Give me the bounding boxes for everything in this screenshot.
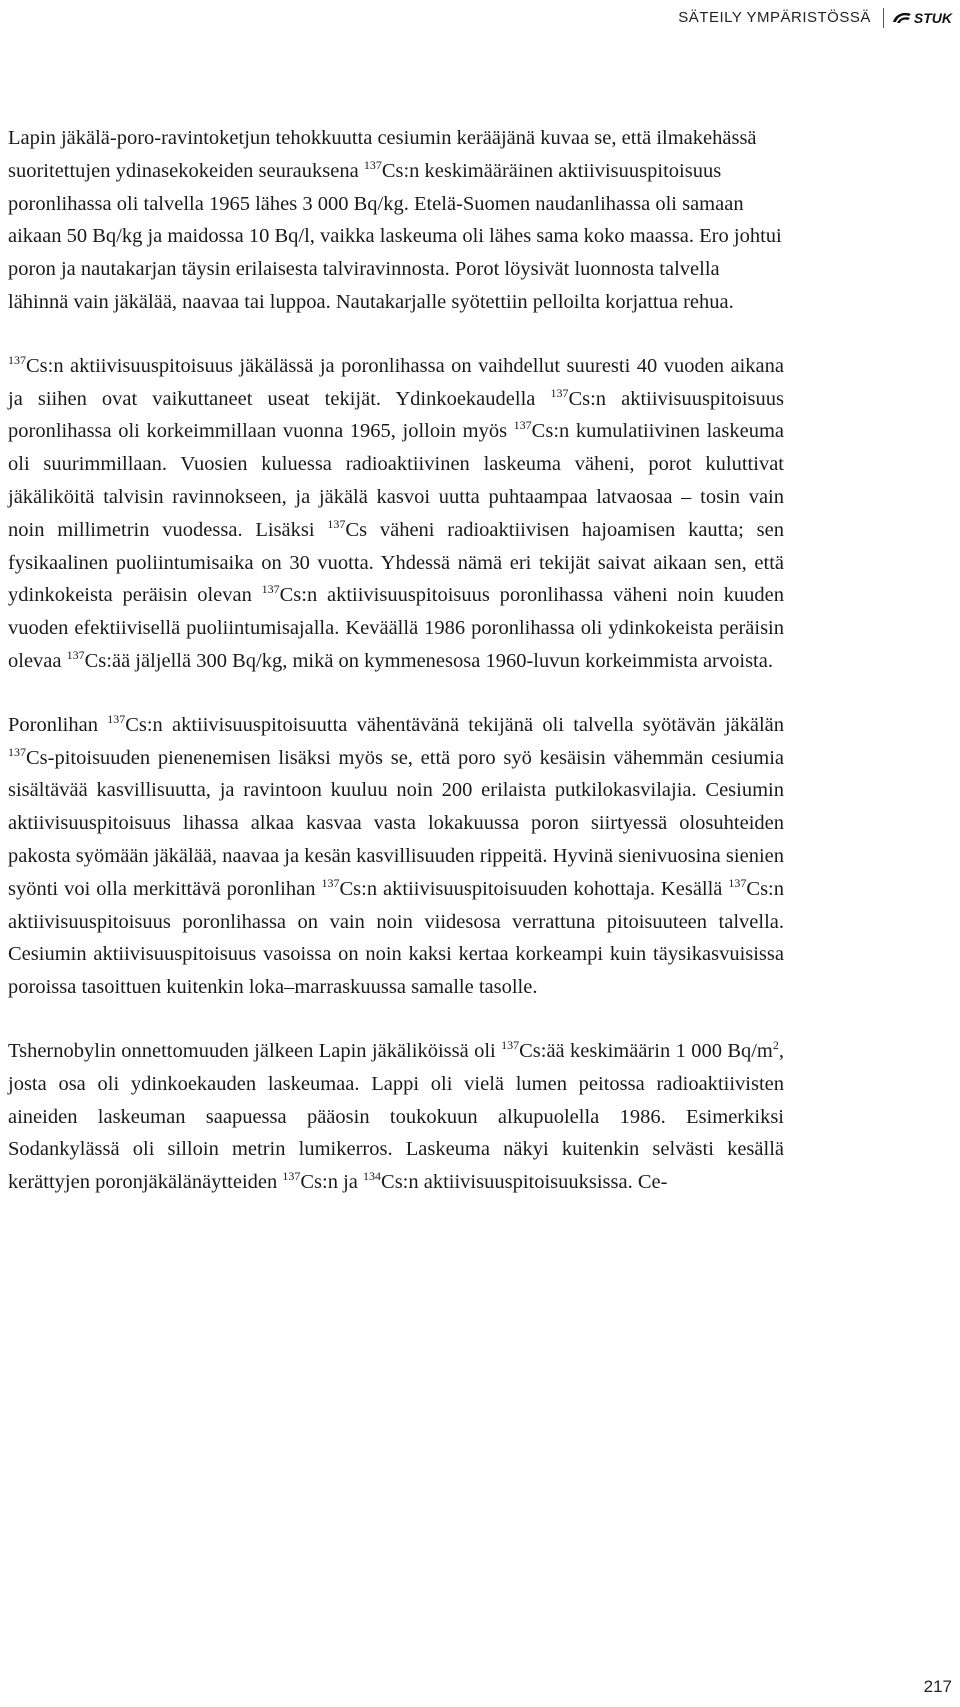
isotope-superscript: 137 — [327, 516, 346, 531]
isotope-superscript: 137 — [66, 647, 85, 662]
page-number: 217 — [923, 1677, 952, 1696]
text-run: Cs:ää jäljellä 300 Bq/kg, mikä on kymmenesosa 1960-luvun korkeimmista arvoista. — [84, 649, 773, 672]
text-run: , josta osa oli ydinkoekauden laskeumaa. Lappi oli vielä lumen peitossa radioaktiivisten aineiden laskeuman saapuessa pääosin toukokuun alkupuolella 1986. Esimerkiksi Sodankylässä oli silloin metrin lumikerros. Laskeuma näkyi kuitenkin selvästi kesällä kerättyjen poronjäkälänäytteiden — [8, 1039, 785, 1194]
paragraph-1 — [8, 122, 784, 319]
isotope-superscript: 137 — [8, 352, 26, 367]
text-run: Cs:ää keskimäärin 1 000 Bq/m — [519, 1039, 773, 1062]
isotope-superscript: 137 — [107, 711, 126, 726]
text-run: Cs:n kumulatiivinen laskeuma oli suurimmillaan. Vuosien kuluessa radioaktiivinen laskeuma väheni, porot kuluttivat jäkäliköitä talvisin ravinnokseen, ja jäkälä kasvoi uutta puhtaampaa latvaosaa – tosin vain noin millimetrin vuodessa. Lisäksi — [8, 420, 784, 541]
text-run: Cs:n aktiivisuuspitoisuus poronlihassa on vain noin viidesosa verrattuna pitoisuuteen talvella. Cesiumin aktiivisuuspitoisuus vasoissa on noin kaksi kertaa korkeampi kuin täysikasvuisissa poroissa tasoittuen kuitenkin loka–marraskuussa samalle tasolle. — [8, 877, 784, 999]
text-run: Cs:n aktiivisuuspitoisuuden kohottaja. Kesällä — [339, 877, 729, 900]
isotope-superscript: 134 — [363, 1169, 382, 1184]
isotope-superscript: 137 — [8, 744, 26, 759]
text-run: Cs:n ja — [300, 1171, 364, 1194]
running-header-title: SÄTEILY YMPÄRISTÖSSÄ — [678, 8, 884, 28]
isotope-superscript: 137 — [363, 157, 382, 172]
text-run: Tshernobylin onnettomuuden jälkeen Lapin jäkäliköissä oli — [8, 1039, 502, 1062]
text-run: Lapin jäkälä-poro-ravintoketjun tehokkuutta cesiumin kerääjänä kuvaa se, että ilmakehässä suoritettujen ydinasekokeiden seurauksena — [8, 127, 757, 182]
stuk-logo-icon — [892, 10, 912, 26]
isotope-superscript: 137 — [321, 875, 340, 890]
stuk-logo — [884, 10, 960, 26]
text-run: Cs:n aktiivisuuspitoisuus poronlihassa oli korkeimmillaan vuonna 1965, jolloin myös — [8, 387, 784, 443]
text-run: Cs:n aktiivisuuspitoisuuksissa. Ce- — [381, 1171, 668, 1194]
text-run: Cs väheni radioaktiivisen hajoamisen kautta; sen fysikaalinen puoliintumisaika on 30 vuotta. Yhdessä nämä eri tekijät saivat aikaan sen, että ydinkokeista peräisin olevan — [8, 518, 784, 607]
isotope-superscript: 137 — [282, 1169, 301, 1184]
isotope-superscript: 137 — [261, 582, 280, 597]
paragraph-2 — [8, 350, 784, 678]
text-run: Cs:n keskimääräinen aktiivisuuspitoisuus poronlihassa oli talvella 1965 lähes 3 000 Bq/kg. Etelä-Suomen naudanlihassa oli samaan aikaan 50 Bq/kg ja maidossa 10 Bq/l, vaikka laskeuma oli lähes sama koko maassa. Ero johtui poron ja nautakarjan täysin erilaisesta talviravinnosta. Porot löysivät luonnosta talvella lähinnä vain jäkälää, naavaa tai luppoa. Nautakarjalle syötettiin pelloilta korjattua rehua. — [8, 159, 782, 313]
paragraph-3 — [8, 709, 784, 1004]
text-run: Cs:n aktiivisuuspitoisuus poronlihassa väheni noin kuuden vuoden efektiivisellä puoliintumisajalla. Keväällä 1986 poronlihassa oli ydinkokeista peräisin olevaa — [8, 584, 784, 672]
page-header — [678, 0, 960, 36]
isotope-superscript: 2 — [772, 1037, 779, 1052]
isotope-superscript: 137 — [728, 875, 747, 890]
stuk-logo-text: STUK — [913, 10, 952, 26]
article-body — [8, 122, 784, 1230]
text-run: Poronlihan — [8, 713, 108, 736]
paragraph-4 — [8, 1035, 784, 1199]
isotope-superscript: 137 — [550, 385, 569, 400]
text-run: Cs:n aktiivisuuspitoisuus jäkälässä ja poronlihassa on vaihdellut suuresti 40 vuoden aikana ja siihen ovat vaikuttaneet useat tekijät. Ydinkoekaudella — [8, 354, 784, 410]
text-run: Cs-pitoisuuden pienenemisen lisäksi myös se, että poro syö kesäisin vähemmän cesiumia sisältävää kasvillisuutta, ja ravintoon kuuluu noin 200 erilaista putkilokasvilajia. Cesiumin aktiivisuuspitoisuus lihassa alkaa kasvaa vasta lokakuussa poron siirtyessä olosuhteiden pakosta syömään jäkälää, naavaa ja kesän kasvillisuuden rippeitä. Hyvinä sienivuosina sienien syönti voi olla merkittävä poronlihan — [8, 746, 784, 900]
isotope-superscript: 137 — [513, 418, 532, 433]
isotope-superscript: 137 — [501, 1037, 520, 1052]
text-run: Cs:n aktiivisuuspitoisuutta vähentävänä tekijänä oli talvella syötävän jäkälän — [125, 713, 785, 736]
